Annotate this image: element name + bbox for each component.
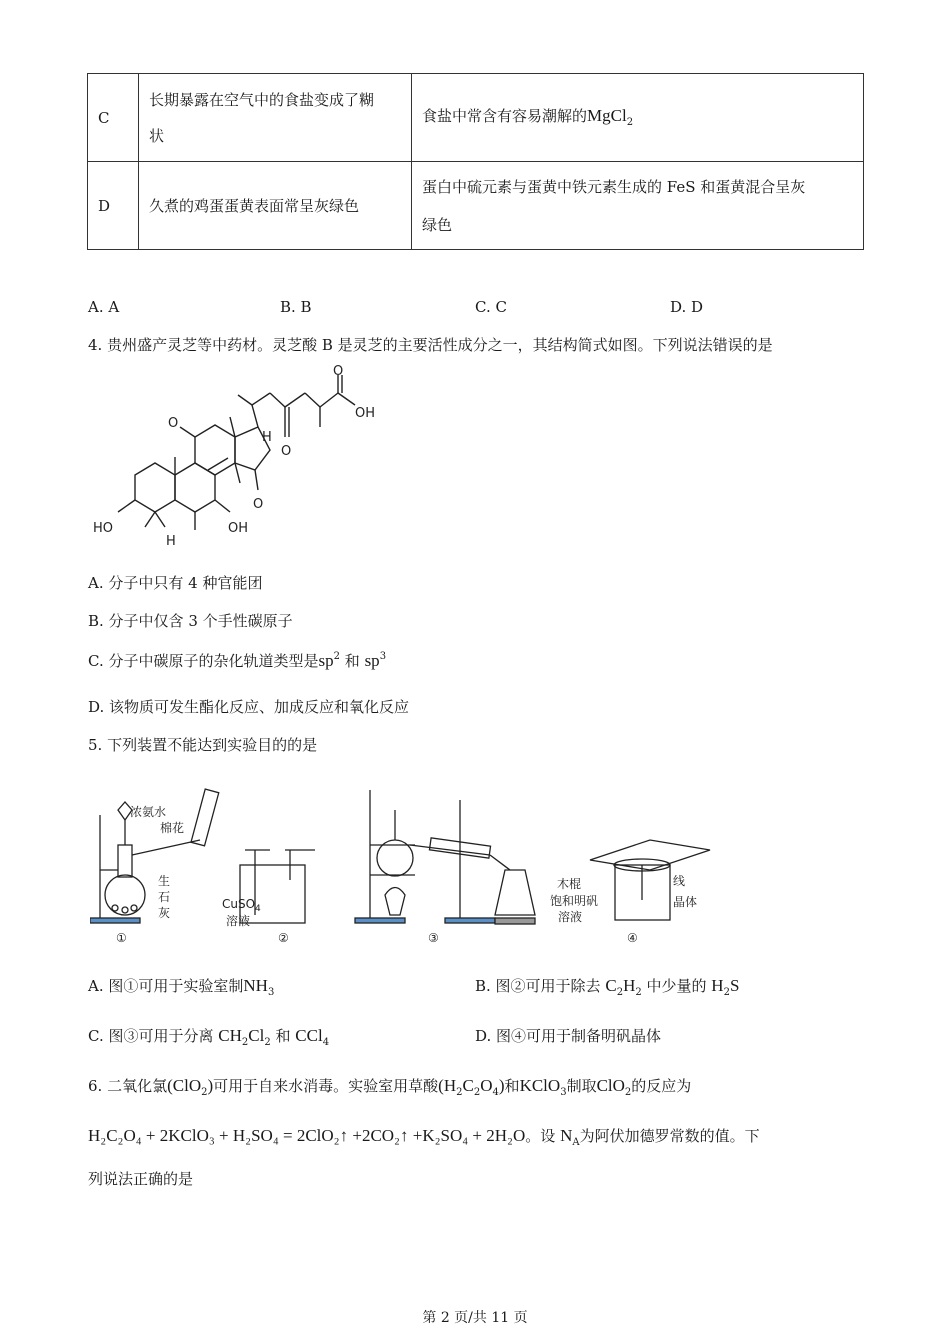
q5-option-a[interactable]: A. 图①可用于实验室制$NH_3$	[88, 976, 275, 998]
row-phenomenon: 长期暴露在空气中的食盐变成了糊 状	[139, 74, 412, 162]
struct-label: OH	[228, 521, 249, 536]
fig-label: ④	[627, 931, 638, 945]
q3-option-b[interactable]: B. B	[280, 298, 312, 316]
table-row	[88, 74, 864, 162]
fig-label: ③	[428, 931, 439, 945]
struct-label: O	[168, 416, 179, 431]
struct-label: O	[281, 444, 292, 459]
fig-label: 生	[158, 874, 171, 888]
fig-label: 棉花	[160, 821, 185, 835]
fig-label: CuSO$_4$	[222, 897, 261, 914]
fig-label: 浓氨水	[130, 805, 167, 819]
q3-option-d[interactable]: D. D	[670, 298, 704, 316]
q4-option-d[interactable]: D. 该物质可发生酯化反应、加成反应和氧化反应	[88, 698, 410, 716]
row-explanation: 食盐中常含有容易潮解的MgCl$_2$	[412, 74, 864, 162]
fig-label: 溶液	[558, 910, 583, 924]
q5-option-c[interactable]: C. 图③可用于分离 $CH_2Cl_2$ 和 CCl$_4$	[88, 1026, 330, 1048]
row-letter: C	[88, 74, 139, 162]
answer-table	[87, 73, 864, 250]
row-explanation: 蛋白中硫元素与蛋黄中铁元素生成的 FeS 和蛋黄混合呈灰 绿色	[412, 162, 864, 250]
ganoderic-acid-structure	[90, 365, 390, 555]
fig-label: 木棍	[557, 877, 582, 891]
struct-label: H	[166, 534, 176, 549]
q4-option-a[interactable]: A. 分子中只有 4 种官能团	[88, 574, 263, 592]
page-footer: 第 2 页/共 11 页	[422, 1310, 528, 1326]
fig-label: ②	[278, 931, 289, 945]
q4-stem: 4. 贵州盛产灵芝等中药材。灵芝酸 B 是灵芝的主要活性成分之一，其结构简式如图。下列说法错误的是	[88, 336, 773, 354]
q4-option-b[interactable]: B. 分子中仅含 3 个手性碳原子	[88, 612, 293, 630]
fig-label: 石	[158, 890, 171, 904]
fig-label: 饱和明矾	[550, 894, 599, 908]
table-row	[88, 162, 864, 250]
fig-label: 溶液	[226, 914, 251, 928]
q3-option-c[interactable]: C. C	[475, 298, 507, 316]
q5-option-b[interactable]: B. 图②可用于除去 $C_2H_2$ 中少量的 $H_2S$	[475, 976, 740, 998]
struct-label: OH	[355, 406, 376, 421]
q4-option-c[interactable]: C. 分子中碳原子的杂化轨道类型是$sp^2$ 和 $sp^3$	[88, 651, 387, 670]
struct-label: O	[253, 497, 264, 512]
q5-stem: 5. 下列装置不能达到实验目的的是	[88, 736, 318, 754]
q6-line3: 列说法正确的是	[88, 1170, 194, 1188]
fig-label: ①	[116, 931, 127, 945]
q3-option-a[interactable]: A. A	[88, 298, 120, 316]
row-phenomenon: 久煮的鸡蛋蛋黄表面常呈灰绿色	[139, 162, 412, 250]
struct-label: O	[333, 365, 344, 379]
q5-option-d[interactable]: D. 图④可用于制备明矾晶体	[475, 1027, 662, 1045]
fig-label: 晶体	[673, 895, 698, 909]
apparatus-figure	[90, 770, 730, 950]
struct-label: HO	[93, 521, 114, 536]
q6-line1: 6. 二氧化氯(ClO$_2$)可用于自来水消毒。实验室用草酸$(H_2C_2O_4)$和KClO$_3$制取ClO$_2$的反应为	[88, 1076, 692, 1098]
row-letter: D	[88, 162, 139, 250]
fig-label: 灰	[158, 906, 171, 920]
fig-label: 线	[673, 874, 686, 888]
struct-label: H	[262, 430, 272, 445]
q6-equation-line: H₂C₂O₄ + 2KClO₃ + H₂SO₄ = 2ClO₂↑ +2CO₂↑ +K₂SO₄ + 2H₂O。设 $N_A$为阿伏加德罗常数的值。下	[88, 1126, 760, 1148]
